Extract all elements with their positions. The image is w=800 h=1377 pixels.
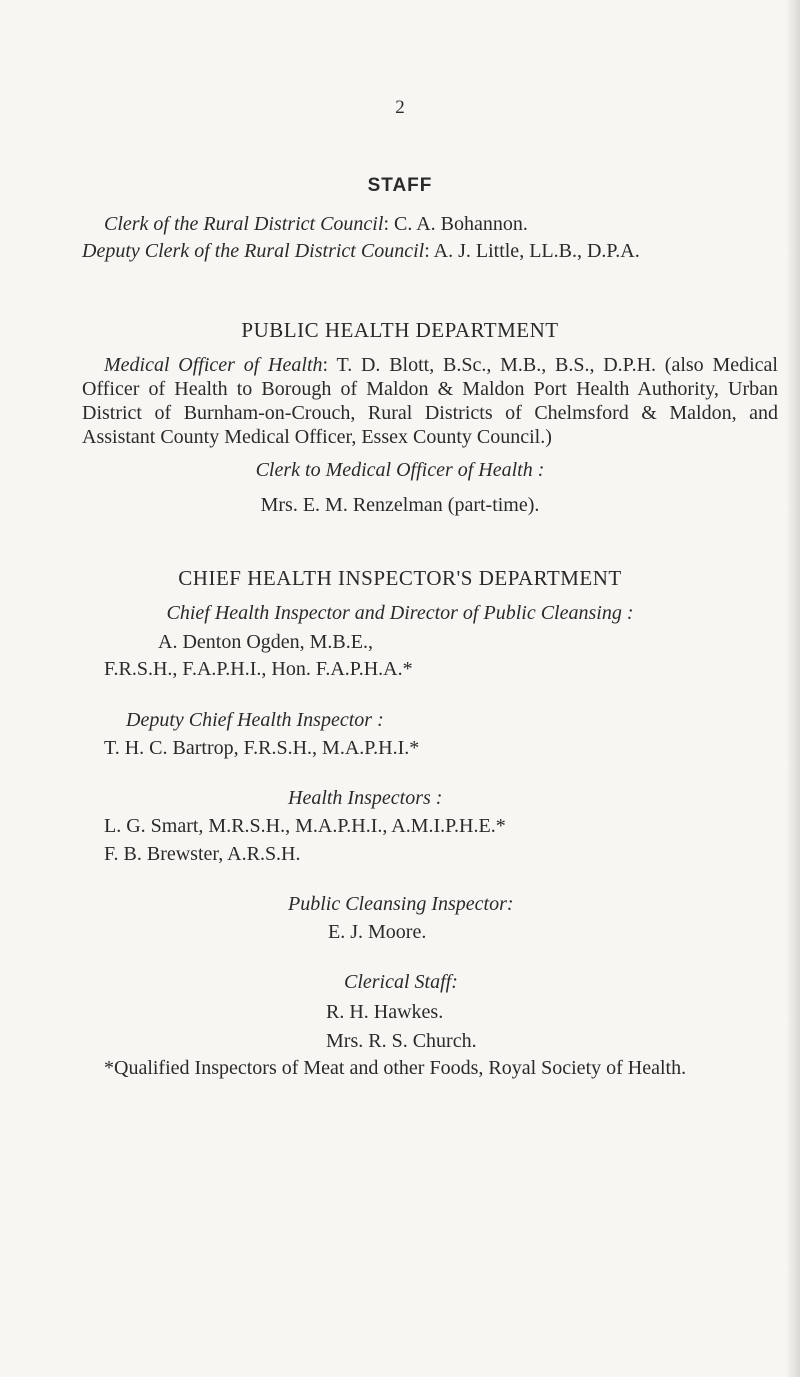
moh-text: : T. D. Blott, B.Sc., M.B., B.S., D.P.H. (also Medical Officer of Health to Borough of Maldon & Maldon Port Health Authority, Urban District of Burnham-on-Crouch, Rural Districts of Chelmsford & Maldon, and Assistant County Medical Officer, Essex County Council.) xyxy=(82,354,778,448)
clerk-moh-name: Mrs. E. M. Renzelman (part-time). xyxy=(260,494,540,516)
clerical-staff-label: Clerical Staff xyxy=(344,971,452,993)
clerical-staff-2: Mrs. R. S. Church. xyxy=(326,1030,477,1052)
deputy-chief-label-line: Deputy Chief Health Inspector : xyxy=(126,709,384,731)
staff-heading: STAFF xyxy=(367,175,433,196)
clerical-staff-1: R. H. Hawkes. xyxy=(326,1001,444,1023)
clerk-moh-label: Clerk to Medical Officer of Health xyxy=(255,459,533,481)
cleansing-inspector-name: E. J. Moore. xyxy=(328,921,427,943)
health-inspectors-label-line: Health Inspectors : xyxy=(288,787,443,809)
footnote: *Qualified Inspectors of Meat and other Foods, Royal Society of Health. xyxy=(104,1057,687,1079)
deputy-chief-name: T. H. C. Bartrop, F.R.S.H., M.A.P.H.I.* xyxy=(104,737,420,759)
health-inspectors-label: Health Inspectors xyxy=(288,787,431,809)
chief-inspector-name-2: F.R.S.H., F.A.P.H.I., Hon. F.A.P.H.A.* xyxy=(104,658,413,680)
chief-inspector-label: Chief Health Inspector and Director of Public Cleansing xyxy=(166,602,622,624)
deputy-chief-label: Deputy Chief Health Inspector xyxy=(126,709,373,731)
deputy-clerk-label: Deputy Clerk of the Rural District Council xyxy=(82,240,425,262)
clerk-name: : C. A. Bohannon. xyxy=(383,213,528,235)
public-health-heading: PUBLIC HEALTH DEPARTMENT xyxy=(241,318,559,342)
clerk-label: Clerk of the Rural District Council xyxy=(104,213,384,235)
health-inspector-1: L. G. Smart, M.R.S.H., M.A.P.H.I., A.M.I.P.H.E.* xyxy=(104,815,506,837)
cleansing-inspector-label-line: Public Cleansing Inspector: xyxy=(288,893,514,915)
deputy-clerk-name: : A. J. Little, LL.B., D.P.A. xyxy=(424,240,640,262)
page-edge-shadow xyxy=(786,0,800,1377)
chief-health-heading: CHIEF HEALTH INSPECTOR'S DEPARTMENT xyxy=(178,566,622,590)
clerk-entry xyxy=(104,212,528,236)
moh-label: Medical Officer of Health xyxy=(104,354,323,376)
deputy-clerk-entry xyxy=(82,239,796,263)
page-number: 2 xyxy=(395,97,405,118)
clerical-staff-label-line: Clerical Staff: xyxy=(344,971,458,993)
moh-entry xyxy=(82,353,778,449)
chief-inspector-name-1: A. Denton Ogden, M.B.E., xyxy=(158,631,373,653)
clerk-moh-label-line: Clerk to Medical Officer of Health : xyxy=(255,459,545,481)
cleansing-inspector-label: Public Cleansing Inspector xyxy=(288,893,507,915)
health-inspector-2: F. B. Brewster, A.R.S.H. xyxy=(104,843,301,865)
chief-inspector-label-line: Chief Health Inspector and Director of Public Cleansing : xyxy=(166,602,634,624)
